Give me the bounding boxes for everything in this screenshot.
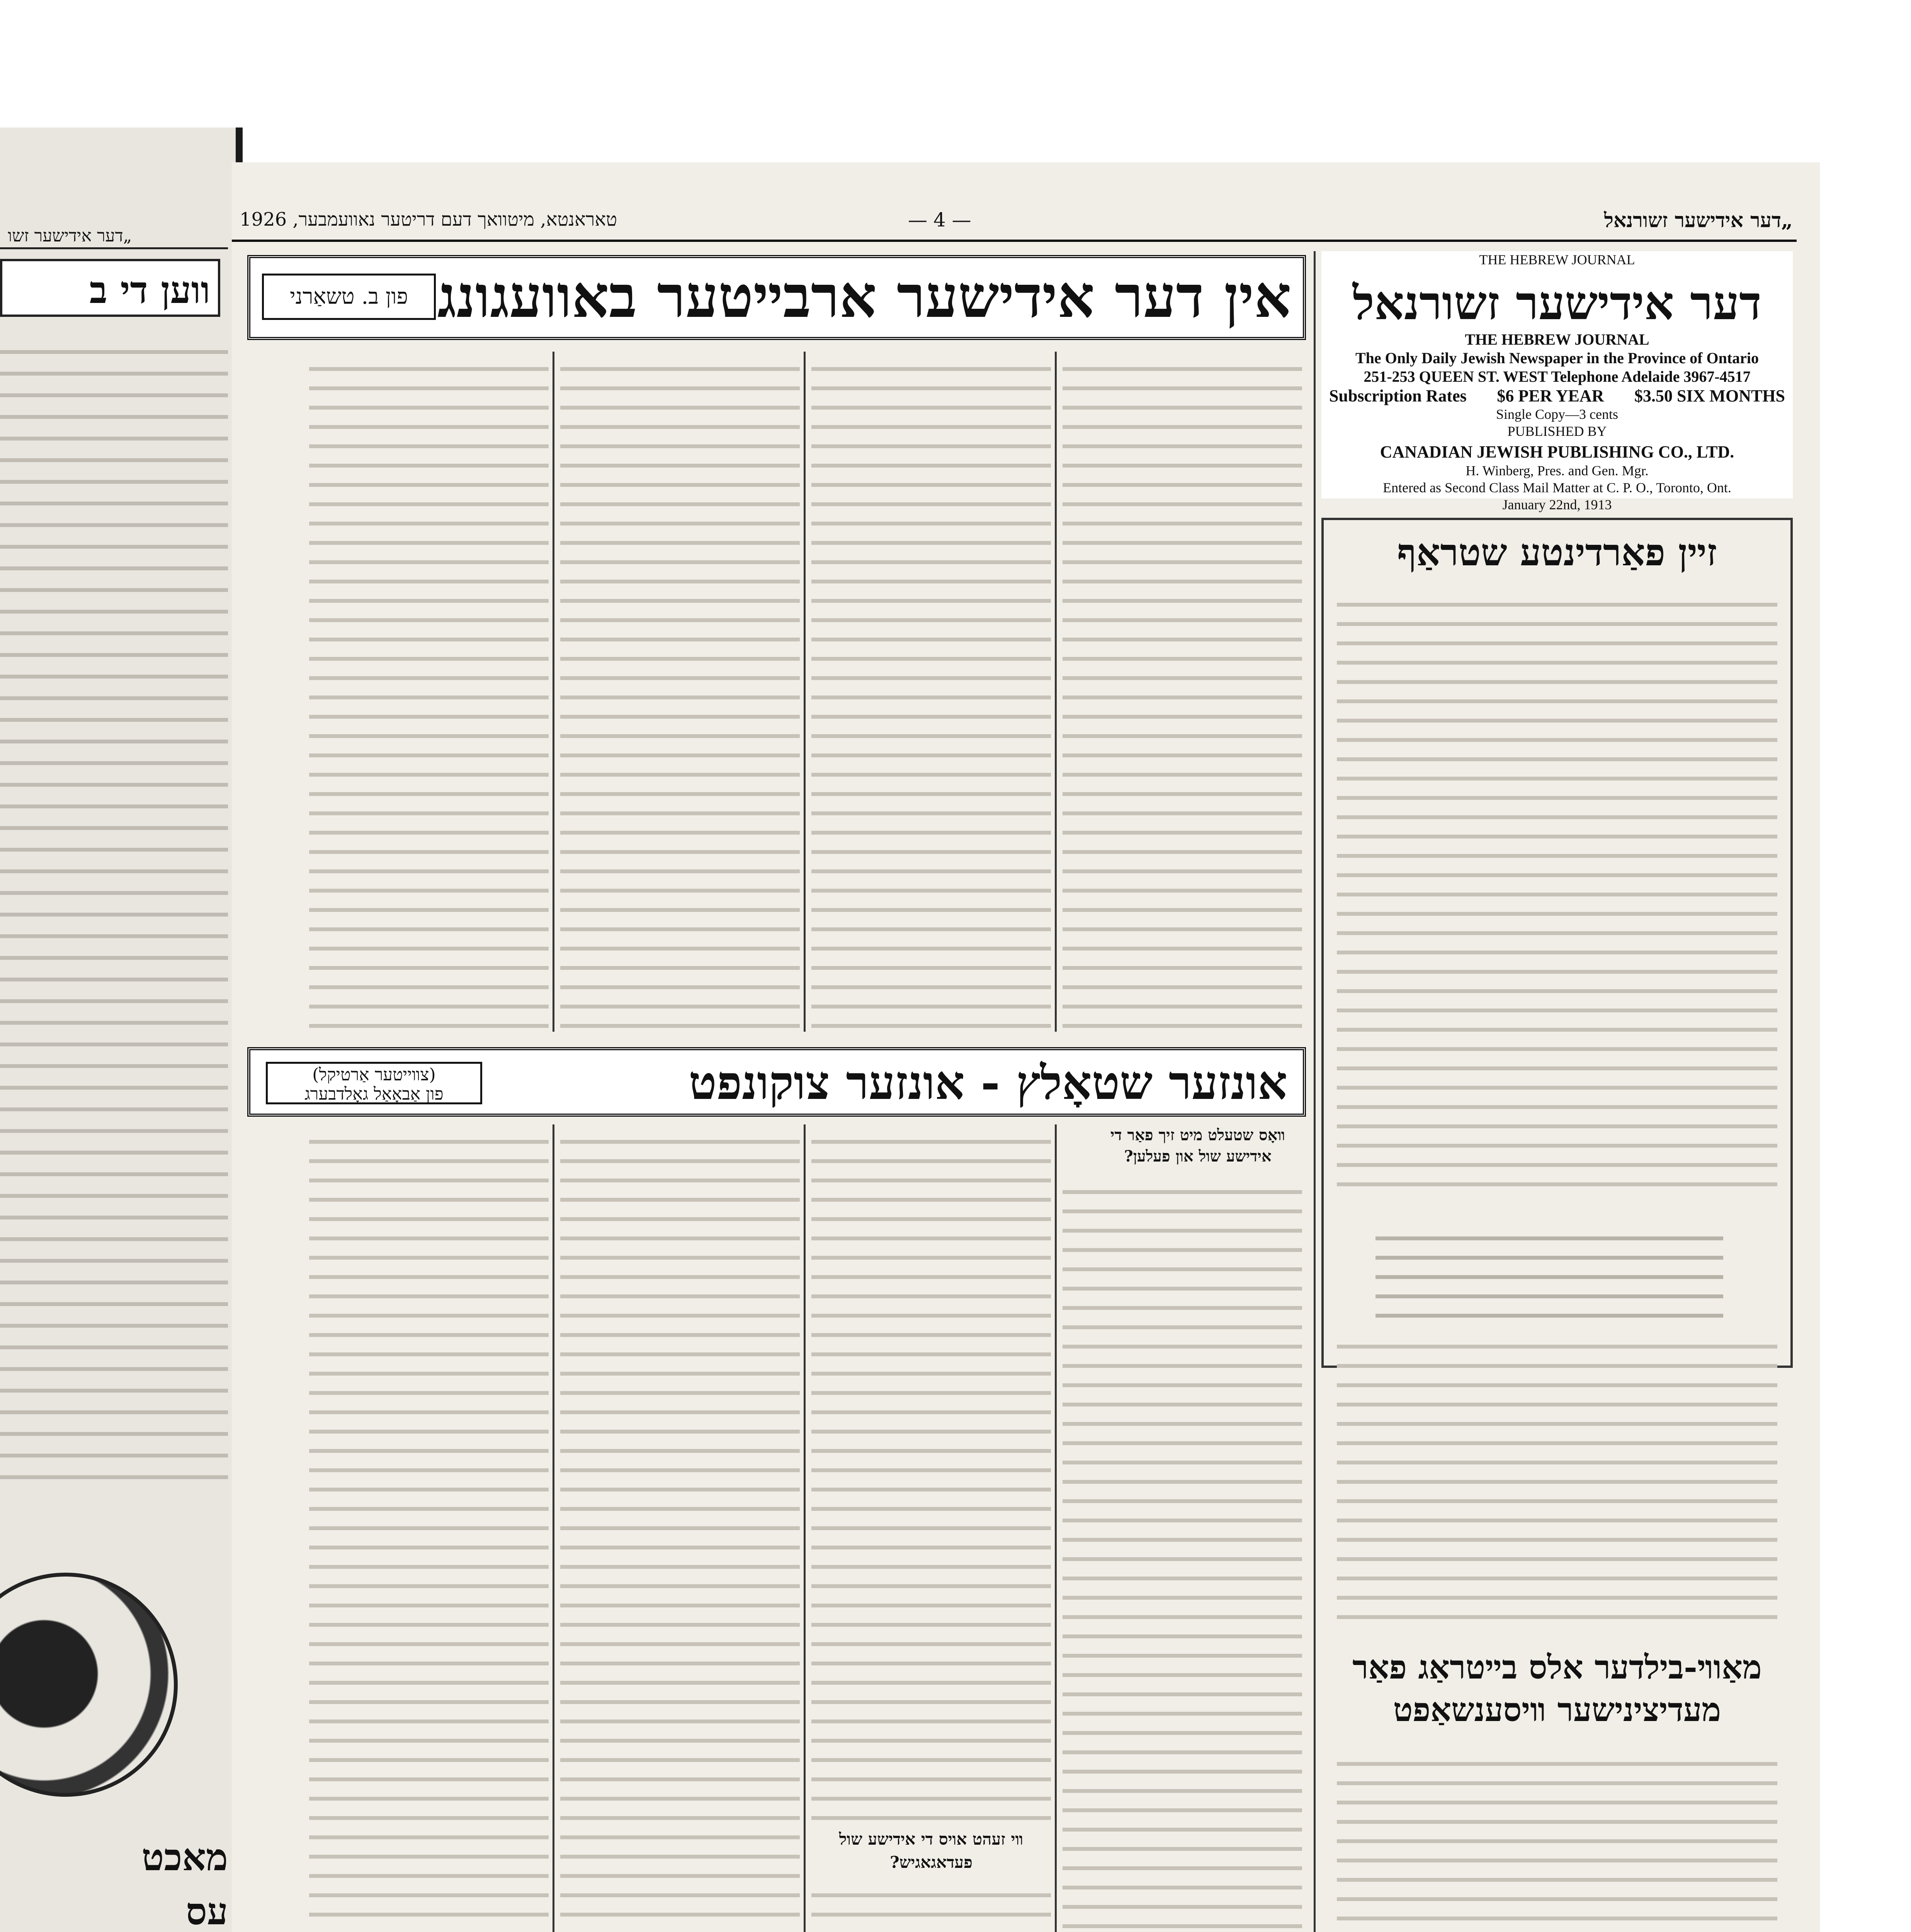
main-article-column-4 <box>309 352 549 1032</box>
column-head-question: װאָס שטעלט מיט זיך פאַר די אידישע שול און פעלען? <box>1090 1124 1306 1167</box>
adjacent-ad-line-2: עס <box>186 1889 228 1932</box>
running-head: „דער אידישער זשורנאל <box>1604 209 1793 232</box>
masthead-date: January 22nd, 1913 <box>1502 497 1612 512</box>
second-article-byline-note: (צװייטער אַרטיקל) <box>312 1065 436 1085</box>
masthead-rates <box>1321 386 1793 406</box>
adjacent-page-header <box>0 224 228 249</box>
adjacent-text-column <box>0 332 228 1492</box>
column-rule <box>1055 352 1057 1032</box>
second-article-column-1 <box>1063 1175 1302 1932</box>
page-date: טאראנטא, מיטוואך דעם דריטער נאוועמבער, 1926 <box>240 209 617 230</box>
second-article-banner <box>247 1047 1306 1117</box>
adjacent-page <box>0 128 243 1932</box>
editorial-1-title: זײן פאַרדינטע שטראַף <box>1337 526 1777 580</box>
editorial-2-text <box>1337 1747 1777 1932</box>
column-rule <box>553 352 554 1032</box>
publisher-name: CANADIAN JEWISH PUBLISHING CO., LTD. <box>1380 442 1734 461</box>
masthead-small-top: THE HEBREW JOURNAL <box>1479 252 1635 267</box>
adjacent-illustration <box>0 1573 178 1797</box>
second-article-byline <box>266 1062 482 1104</box>
masthead <box>1321 251 1793 512</box>
rates-label: Subscription Rates <box>1329 386 1467 405</box>
main-article-title: אין דער אידישער ארבײטער באוועגונג <box>437 263 1291 331</box>
editorial-2-title-line-2: מעדיצינישער װיסענשאַפט <box>1393 1690 1721 1729</box>
adjacent-ad-line-1: מאכט <box>141 1835 228 1879</box>
second-article-byline-author: פון אַבאָאַל גאָלדבערג <box>304 1084 444 1104</box>
editorial-1-text <box>1337 587 1777 1198</box>
column-rule <box>1314 251 1316 1932</box>
editorial-2-title-line-1: מאַוױ-בילדער אלס בײטראַג פאַר <box>1352 1648 1762 1686</box>
adjacent-headline: ווען די ב <box>0 259 220 317</box>
page-number: — 4 — <box>908 209 971 231</box>
editorial-1-inset-verse <box>1375 1221 1723 1321</box>
publisher-officers: H. Winberg, Pres. and Gen. Mgr. <box>1466 463 1649 478</box>
masthead-address: 251-253 QUEEN ST. WEST Telephone Adelaide 3967-4517 <box>1364 368 1751 385</box>
second-article-column-3 <box>560 1124 800 1932</box>
mail-entry-notice: Entered as Second Class Mail Matter at C. P. O., Toronto, Ont. <box>1383 480 1731 495</box>
masthead-yiddish-title: דער אידישער זשורנאל <box>1353 276 1761 330</box>
adjacent-running-head: „דער אידישער זשו <box>8 226 132 246</box>
single-copy-price: Single Copy—3 cents <box>1496 406 1618 422</box>
main-article-byline: פון ב. טשאַרני <box>262 274 436 320</box>
masthead-english-title: THE HEBREW JOURNAL <box>1465 331 1649 348</box>
second-article-title: אונזער שטאָלץ - אונזער צוקונפט <box>689 1056 1287 1110</box>
rate-six-months: $3.50 SIX MONTHS <box>1634 386 1785 405</box>
second-article-column-2 <box>811 1124 1051 1820</box>
column-rule <box>1055 1124 1057 1932</box>
masthead-tagline: The Only Daily Jewish Newspaper in the Province of Ontario <box>1355 349 1759 367</box>
published-by: PUBLISHED BY <box>1507 423 1607 439</box>
newspaper-page <box>232 162 1820 1932</box>
rate-year: $6 PER YEAR <box>1497 386 1604 405</box>
editorial-1-text-continued <box>1337 1329 1777 1631</box>
main-article-column-1 <box>1063 352 1302 1032</box>
column-rule <box>804 352 806 1032</box>
column-rule <box>553 1124 554 1932</box>
column-head-yiddish-school: װי זעהט אויס די אידישע שול פעדאגאגיש? <box>819 1828 1043 1874</box>
column-rule <box>804 1124 806 1932</box>
main-article-column-2 <box>811 352 1051 1032</box>
main-article-column-3 <box>560 352 800 1032</box>
page-header <box>232 209 1797 242</box>
second-article-column-2-continued <box>811 1878 1051 1932</box>
editorial-2-title <box>1337 1646 1777 1735</box>
main-article-banner <box>247 255 1306 340</box>
second-article-column-4 <box>309 1124 549 1932</box>
